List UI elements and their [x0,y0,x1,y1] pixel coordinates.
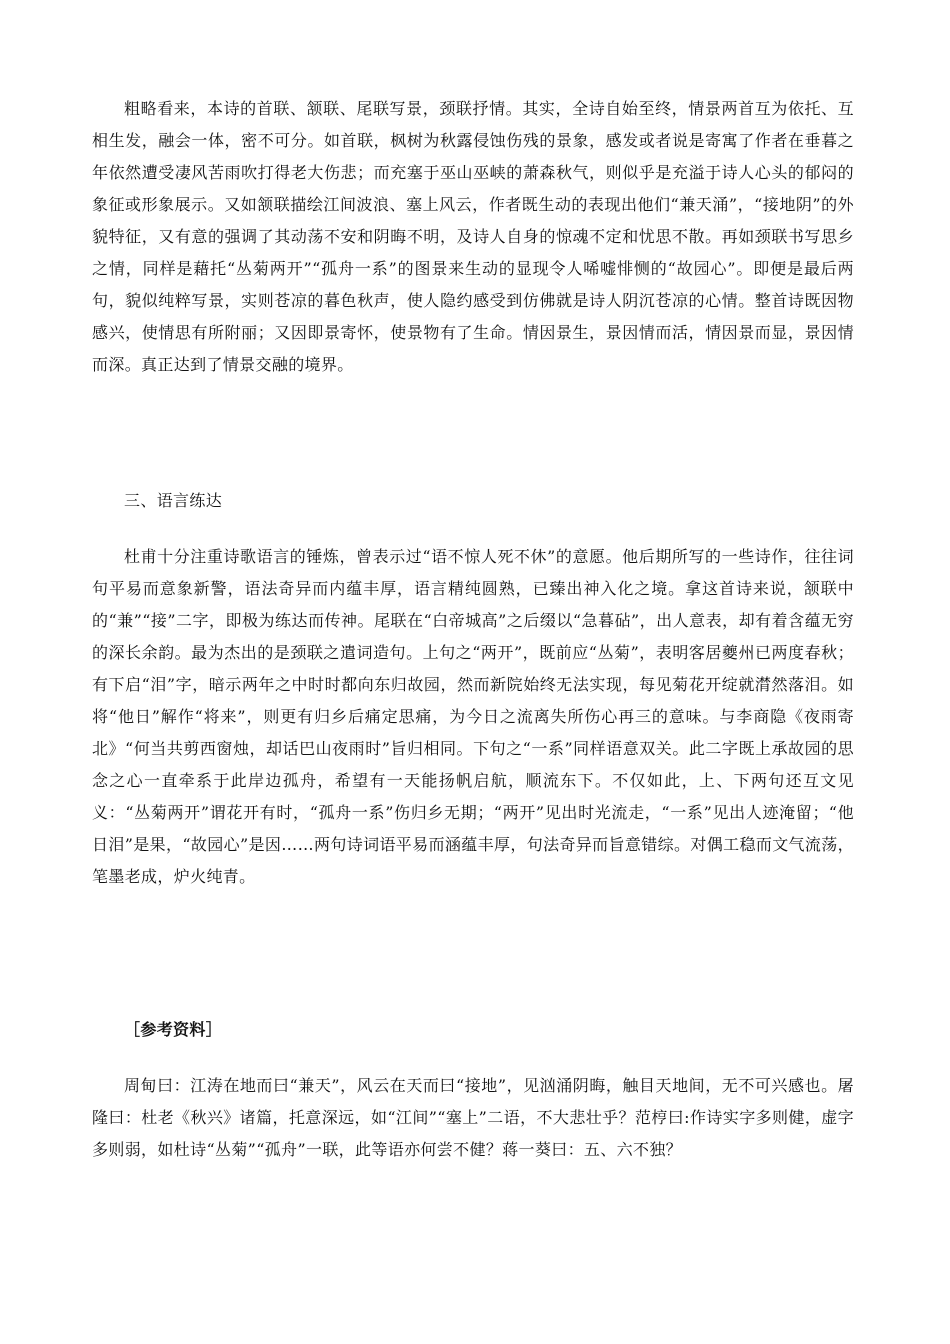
section-scene-emotion [92,93,854,381]
paragraph-reference-materials: 周甸曰：江涛在地而曰“兼天”，风云在天而曰“接地”，见汹涌阴晦，触目天地间，无不可兴感也。屠隆曰：杜老《秋兴》诸篇，托意深远，如“江间”“塞上”二语，不大悲壮乎？范梈曰:作诗实字多则健，虚字多则弱，如杜诗“丛菊”“孤舟”一联，此等语亦何尝不健？蒋一葵曰：五、六不独？ [92,1076,854,1159]
section-language [92,541,854,893]
section-reference-heading [92,1014,854,1046]
paragraph-language-refinement: 杜甫十分注重诗歌语言的锤炼，曾表示过“语不惊人死不休”的意愿。他后期所写的一些诗作，往往词句平易而意象新警，语法奇异而内蕴丰厚，语言精纯圆熟，已臻出神入化之境。拿这首诗来说，颔联中的“兼”“接”二字，即极为练达而传神。尾联在“白帝城高”之后缀以“急暮砧”，出人意表，却有着含蕴无穷的深长余韵。最为杰出的是颈联之遣词造句。上句之“两开”，既前应“丛菊”，表明客居夔州已两度春秋；有下启“泪”字，暗示两年之中时时都向东归故园，然而新院始终无法实现，每见菊花开绽就潸然落泪。如将“他日”解作“将来”，则更有归乡后痛定思痛，为今日之流离失所伤心再三的意味。与李商隐《夜雨寄北》“何当共剪西窗烛，却话巴山夜雨时”旨归相同。下句之“一系”同样语意双关。此二字既上承故园的思念之心一直牵系于此岸边孤舟，希望有一天能扬帆启航，顺流东下。不仅如此，上、下两句还互文见义：“丛菊两开”谓花开有时，“孤舟一系”伤归乡无期；“两开”见出时光流走，“一系”见出人迹淹留；“他日泪”是果，“故园心”是因……两句诗词语平易而涵蕴丰厚，句法奇异而旨意错综。对偶工稳而文气流荡，笔墨老成，炉火纯青。 [92,547,854,886]
heading-reference-materials: ［参考资料］ [124,1020,223,1039]
paragraph-scene-emotion: 粗略看来，本诗的首联、颔联、尾联写景，颈联抒情。其实，全诗自始至终，情景两首互为依托、互相生发，融会一体，密不可分。如首联，枫树为秋露侵蚀伤残的景象，感发或者说是寄寓了作者在垂暮之年依然遭受凄风苦雨吹打得老大伤悲；而充塞于巫山巫峡的萧森秋气，则似乎是充溢于诗人心头的郁闷的象征或形象展示。又如颔联描绘江间波浪、塞上风云，作者既生动的表现出他们“兼天涌”，“接地阴”的外貌特征，又有意的强调了其动荡不安和阴晦不明，及诗人自身的惊魂不定和忧思不散。再如颈联书写思乡之情，同样是藉托“丛菊两开”“孤舟一系”的图景来生动的显现令人唏嘘悱恻的“故园心”。即便是最后两句，貌似纯粹写景，实则苍凉的暮色秋声，使人隐约感受到仿佛就是诗人阴沉苍凉的心情。整首诗既因物感兴，使情思有所附丽；又因即景寄怀，使景物有了生命。情因景生，景因情而活，情因景而显，景因情而深。真正达到了情景交融的境界。 [92,99,854,374]
section-heading-language [92,485,854,517]
section-reference [92,1070,854,1166]
heading-language-refinement: 三、语言练达 [124,491,223,510]
